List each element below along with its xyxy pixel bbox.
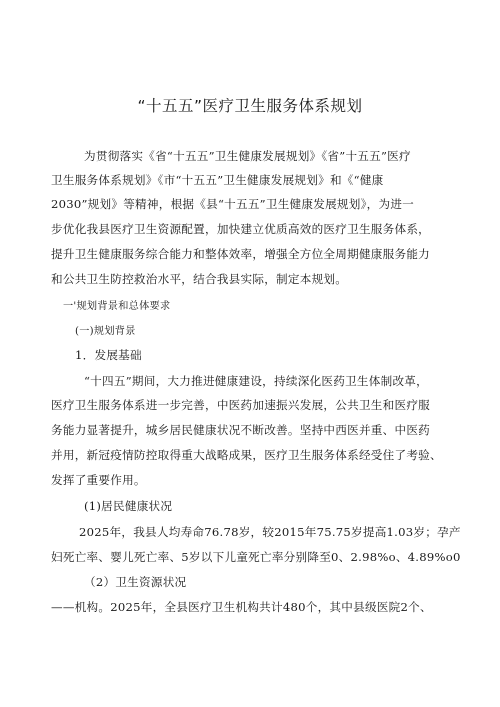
intro-line-4: 步优化我县医疗卫生资源配置，加快建立优质高效的医疗卫生服务体系，: [51, 222, 431, 236]
para4-line-1: ——机构。2025年，全县医疗卫生机构共计480个，其中县级医院2个、: [51, 600, 432, 614]
para2-line-1: “十四五”期间，大力推进健康建设，持续深化医药卫生体制改革，: [84, 374, 428, 388]
para3-line-1: 2025年，我县人均寿命76.78岁，较2015年75.75岁提高1.03岁；孕产: [79, 525, 461, 539]
intro-line-5: 提升卫生健康服务综合能力和整体效率，增强全方位全周期健康服务能力: [51, 247, 431, 261]
intro-line-3: 2030”规划》等精神，根据《县“十五五”卫生健康发展规划》，为进一: [51, 197, 415, 211]
item-heading-resident-health: (1)居民健康状况: [84, 499, 173, 513]
item-heading-health-resources: （2）卫生资源状况: [84, 575, 187, 589]
subsection-heading-1: (一)规划背景: [75, 326, 136, 337]
intro-line-1: 为贯彻落实《省“十五五”卫生健康发展规划》《省”十五五”医疗: [84, 149, 411, 163]
intro-line-2: 卫生服务体系规划》《市“十五五”卫生健康发展规划》和《“健康: [51, 173, 384, 187]
intro-line-6: 和公共卫生防控救治水平，结合我县实际，制定本规划。: [51, 272, 348, 286]
para3-line-2: 妇死亡率、婴儿死亡率、5岁以下儿童死亡率分别降至0、2.98%o、4.89%o0: [51, 550, 461, 564]
para2-line-3: 务能力显著提升，城乡居民健康状况不断改善。坚持中西医并重、中医药: [51, 423, 431, 437]
para2-line-2: 医疗卫生服务体系进一步完善，中医药加速振兴发展，公共卫生和医疗服: [51, 398, 431, 412]
para2-line-4: 并用，新冠疫情防控取得重大战略成果，医疗卫生服务体系经受住了考验、: [51, 448, 442, 462]
para2-line-5: 发挥了重要作用。: [51, 473, 146, 487]
section-heading-1: 一'规划背景和总体要求: [63, 301, 171, 312]
item-heading-development-basis: 1．发展基础: [75, 348, 142, 362]
page-title: “十五五”医疗卫生服务体系规划: [137, 97, 363, 115]
